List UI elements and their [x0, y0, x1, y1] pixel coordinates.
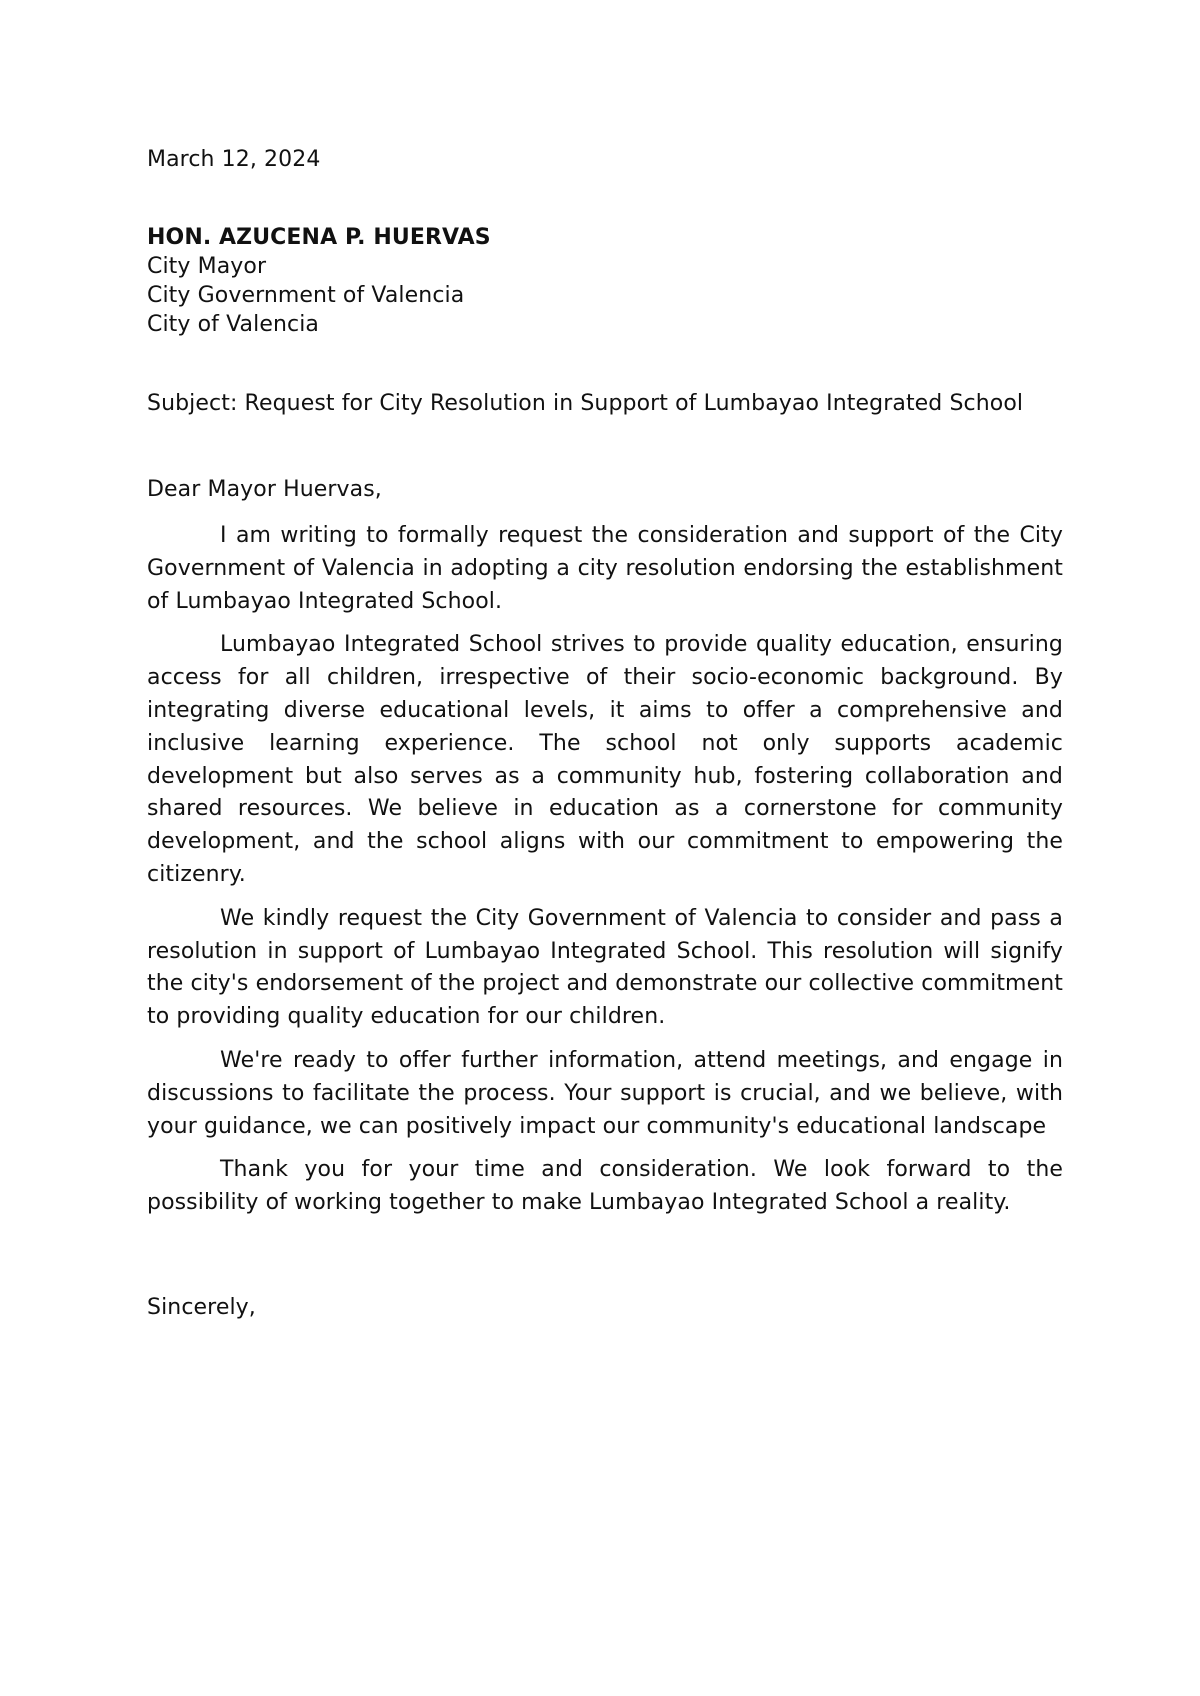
- body-paragraph-thanks: Thank you for your time and consideration. We look forward to the possibility of working together to make Lumbayao Integrated School a reality.: [147, 1157, 1063, 1216]
- body-paragraph-offer-support: We're ready to offer further information, attend meetings, and engage in discussions to facilitate the process. Your support is crucial, and we believe, with your guidance, we can positively impact our community's educational landscape: [147, 1047, 1063, 1139]
- letter-closing: Sincerely,: [147, 1294, 256, 1320]
- body-paragraph-request: I am writing to formally request the consideration and support of the City Government of Valencia in adopting a city resolution endorsing the establishment of Lumbayao Integrated School.: [147, 523, 1063, 614]
- recipient-block: [147, 223, 1063, 339]
- recipient-location: City of Valencia: [147, 312, 320, 337]
- body-paragraph-school-description: Lumbayao Integrated School strives to provide quality education, ensuring access for all children, irrespective of their socio-economic background. By integrating diverse educational levels, it aims to offer a comprehensive and inclusive learning experience. The school not only supports academic development but also serves as a community hub, fostering collaboration and shared resources. We believe in education as a cornerstone for community development, and the school aligns with our commitment to empowering the citizenry.: [147, 632, 1063, 887]
- letter-salutation: Dear Mayor Huervas,: [147, 477, 382, 502]
- letter-body: [147, 520, 1063, 1220]
- letter-content: [147, 145, 1063, 1324]
- recipient-title: City Mayor: [147, 254, 267, 279]
- letter-date: March 12, 2024: [147, 147, 321, 172]
- recipient-office: City Government of Valencia: [147, 283, 465, 308]
- letter-subject: Subject: Request for City Resolution in Support of Lumbayao Integrated School: [147, 391, 1024, 416]
- recipient-name: HON. AZUCENA P. HUERVAS: [147, 225, 491, 250]
- body-paragraph-resolution-request: We kindly request the City Government of Valencia to consider and pass a resolution in support of Lumbayao Integrated School. This resolution will signify the city's endorsement of the project and demonstrate our collective commitment to providing quality education for our children.: [147, 905, 1063, 1030]
